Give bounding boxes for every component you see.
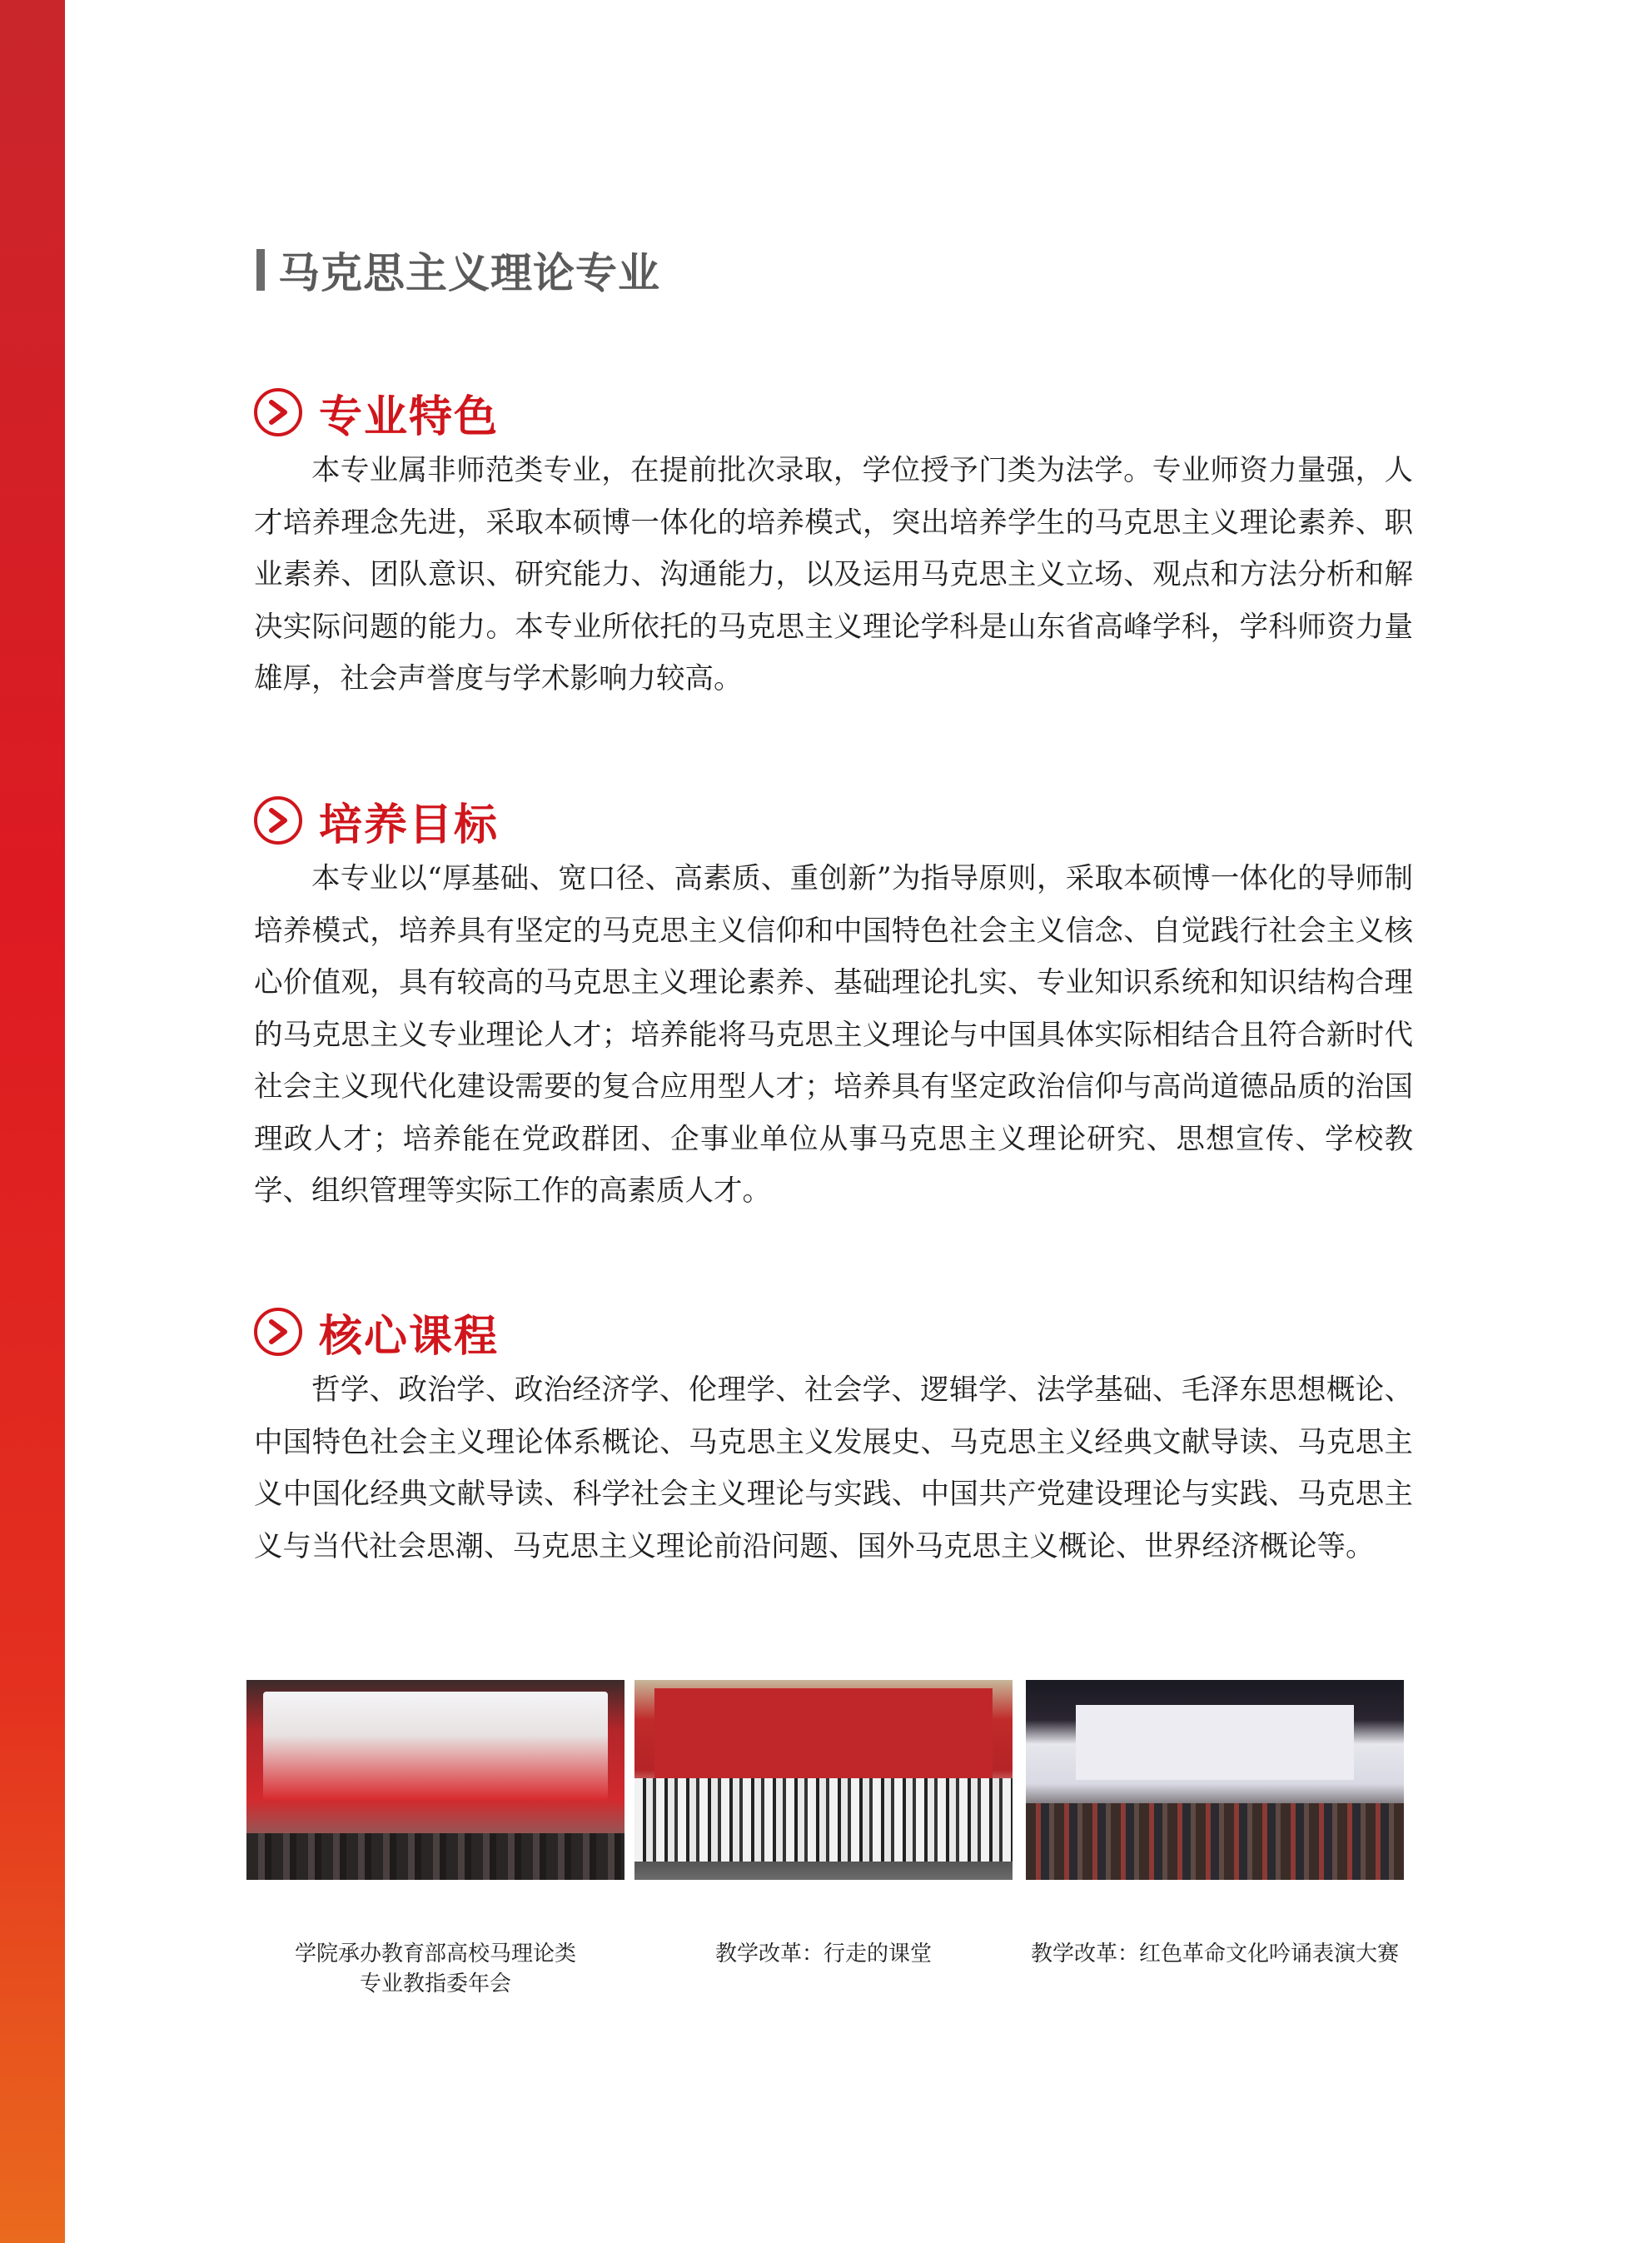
section-body: 哲学、政治学、政治经济学、伦理学、社会学、逻辑学、法学基础、毛泽东思想概论、中国特色社会主义理论体系概论、马克思主义发展史、马克思主义经典文献导读、马克思主义中国化经典文献导读、科学社会主义理论与实践、中国共产党建设理论与实践、马克思主义与当代社会思潮、马克思主义理论前沿问题、国外马克思主义概论、世界经济概论等。 <box>254 1373 1413 1563</box>
photo-stage-screen <box>263 1692 608 1800</box>
photo-caption <box>246 1939 624 1999</box>
caption-line: 学院承办教育部高校马理论类 <box>294 1941 576 1966</box>
caption-line: 教学改革：红色革命文化吟诵表演大赛 <box>1030 1941 1399 1966</box>
left-color-bar <box>0 0 65 2243</box>
chevron-right-circle-icon <box>254 796 302 845</box>
section-body: 本专业属非师范类专业，在提前批次录取，学位授予门类为法学。专业师资力量强，人才培养理念先进，采取本硕博一体化的培养模式，突出培养学生的马克思主义理论素养、职业素养、团队意识、研究能力、沟通能力，以及运用马克思主义立场、观点和方法分析和解决实际问题的能力。本专业所依托的马克思主义理论学科是山东省高峰学科，学科师资力量雄厚，社会声誉度与学术影响力较高。 <box>254 454 1413 695</box>
section-header <box>254 1304 1413 1362</box>
section-features <box>254 385 1413 705</box>
section-title: 核心课程 <box>319 1311 500 1362</box>
photo-crowd <box>246 1833 624 1880</box>
section-goals <box>254 793 1413 1218</box>
chevron-right-circle-icon <box>254 1308 302 1356</box>
photo-row <box>246 1680 1412 1880</box>
section-header <box>254 793 1413 848</box>
photo-recitation-contest <box>1026 1680 1404 1880</box>
photo-stage-screen <box>1076 1705 1354 1780</box>
photo-caption <box>634 1939 1013 1969</box>
section-courses <box>254 1304 1413 1573</box>
title-marker <box>256 249 265 291</box>
page-title-text: 马克思主义理论专业 <box>278 249 660 297</box>
caption-line: 教学改革：行走的课堂 <box>714 1941 932 1966</box>
section-title: 培养目标 <box>319 800 500 850</box>
chevron-right-circle-icon <box>254 388 302 436</box>
section-header <box>254 385 1413 440</box>
page-title <box>256 243 660 297</box>
caption-line: 专业教指委年会 <box>359 1971 511 1996</box>
section-title: 专业特色 <box>319 391 500 442</box>
photo-walking-classroom <box>634 1680 1013 1880</box>
photo-crowd <box>1026 1803 1404 1880</box>
section-body: 本专业以“厚基础、宽口径、高素质、重创新”为指导原则，采取本硕博一体化的导师制培养模式，培养具有坚定的马克思主义信仰和中国特色社会主义信念、自觉践行社会主义核心价值观，具有较高的马克思主义理论素养、基础理论扎实、专业知识系统和知识结构合理的马克思主义专业理论人才；培养能将马克思主义理论与中国具体实际相结合且符合新时代社会主义现代化建设需要的复合应用型人才；培养具有坚定政治信仰与高尚道德品质的治国理政人才；培养能在党政群团、企事业单位从事马克思主义理论研究、思想宣传、学校教学、组织管理等实际工作的高素质人才。 <box>254 862 1413 1208</box>
photo-caption <box>1026 1939 1404 1969</box>
photo-conference <box>246 1680 624 1880</box>
photo-banner <box>654 1688 993 1778</box>
photo-crowd <box>634 1778 1013 1862</box>
